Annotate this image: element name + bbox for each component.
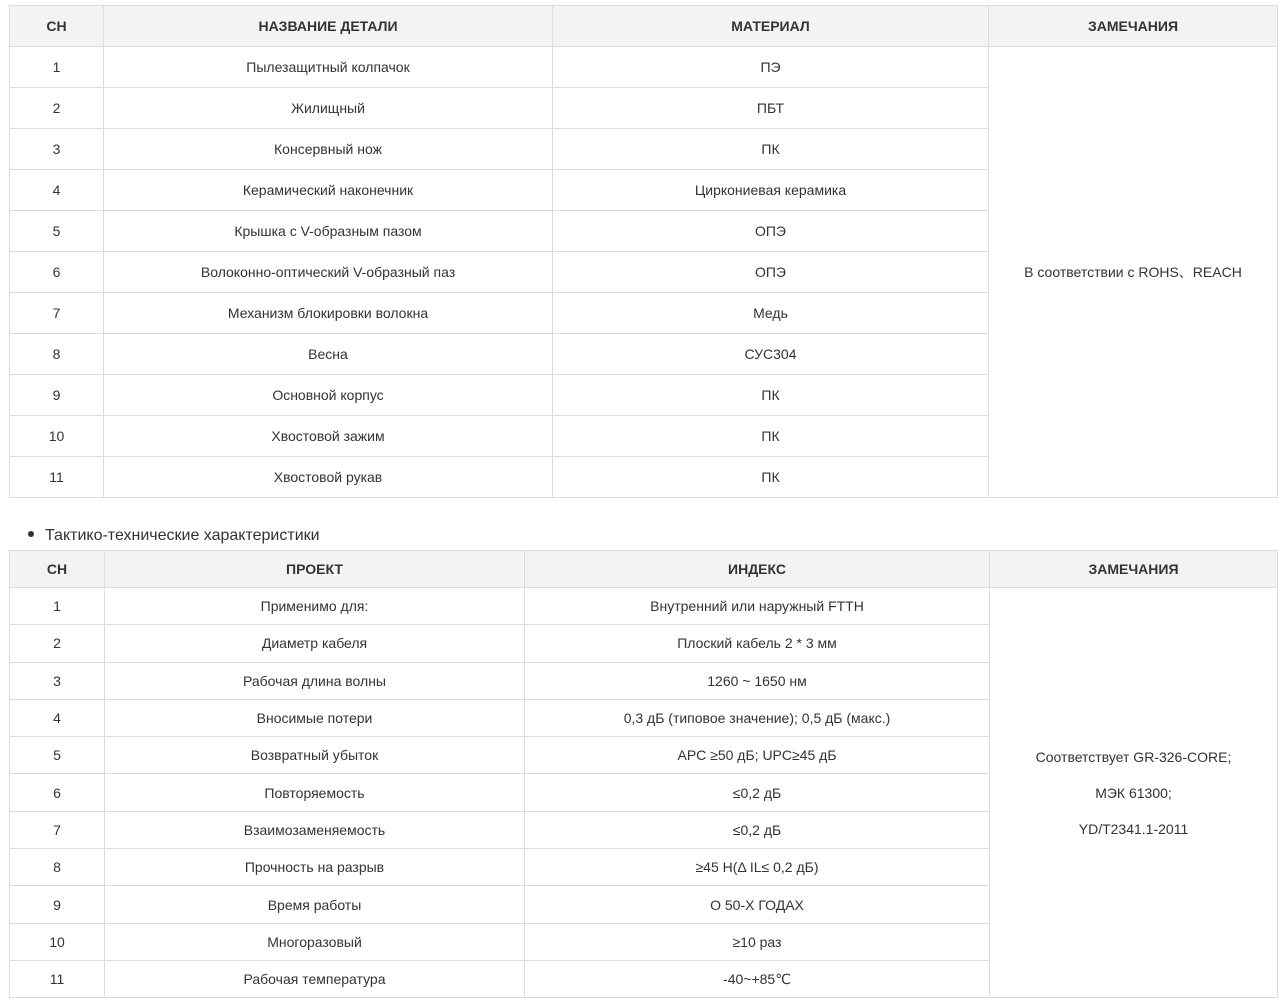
part-number: 2 xyxy=(10,88,104,129)
table-row xyxy=(10,47,1278,88)
spec-number: 2 xyxy=(10,625,105,662)
spec-number: 4 xyxy=(10,699,105,736)
part-number: 1 xyxy=(10,47,104,88)
spec-number: 8 xyxy=(10,849,105,886)
spec-project: Вносимые потери xyxy=(105,699,525,736)
part-material: ОПЭ xyxy=(553,252,989,293)
specs-remark-line: YD/T2341.1-2011 xyxy=(1078,820,1189,837)
part-name: Жилищный xyxy=(104,88,553,129)
part-number: 6 xyxy=(10,252,104,293)
part-material: ПК xyxy=(553,375,989,416)
spec-project: Многоразовый xyxy=(105,923,525,960)
parts-remarks: В соответствии с ROHS、REACH xyxy=(989,47,1278,498)
spec-project: Взаимозаменяемость xyxy=(105,811,525,848)
spec-index: 0,3 дБ (типовое значение); 0,5 дБ (макс.) xyxy=(525,699,990,736)
spec-number: 10 xyxy=(10,923,105,960)
spec-index: 1260 ~ 1650 нм xyxy=(525,662,990,699)
specs-table-header-row xyxy=(10,551,1278,588)
part-name: Крышка с V-образным пазом xyxy=(104,211,553,252)
spec-number: 5 xyxy=(10,737,105,774)
spec-number: 1 xyxy=(10,588,105,625)
part-number: 7 xyxy=(10,293,104,334)
part-name: Основной корпус xyxy=(104,375,553,416)
section-heading xyxy=(28,524,320,548)
part-name: Керамический наконечник xyxy=(104,170,553,211)
spec-project: Прочность на разрыв xyxy=(105,849,525,886)
part-number: 8 xyxy=(10,334,104,375)
spec-project: Применимо для: xyxy=(105,588,525,625)
specs-remarks xyxy=(990,588,1278,998)
part-name: Хвостовой зажим xyxy=(104,416,553,457)
spec-number: 11 xyxy=(10,960,105,997)
specs-remark-line: Соответствует GR-326-CORE; xyxy=(1035,748,1232,765)
part-name: Волоконно-оптический V-образный паз xyxy=(104,252,553,293)
spec-index: ≥45 Н(Δ IL≤ 0,2 дБ) xyxy=(525,849,990,886)
spec-project: Возвратный убыток xyxy=(105,737,525,774)
part-material: СУС304 xyxy=(553,334,989,375)
spec-index: Плоский кабель 2 * 3 мм xyxy=(525,625,990,662)
part-material: ПК xyxy=(553,457,989,498)
part-number: 11 xyxy=(10,457,104,498)
parts-table xyxy=(9,5,1278,498)
part-material: ПК xyxy=(553,416,989,457)
table-row xyxy=(10,588,1278,625)
specs-header-num: СН xyxy=(10,551,105,588)
specs-header-project: ПРОЕКТ xyxy=(105,551,525,588)
specs-table xyxy=(9,550,1278,998)
part-name: Пылезащитный колпачок xyxy=(104,47,553,88)
part-name: Хвостовой рукав xyxy=(104,457,553,498)
specs-header-index: ИНДЕКС xyxy=(525,551,990,588)
part-name: Консервный нож xyxy=(104,129,553,170)
spec-project: Диаметр кабеля xyxy=(105,625,525,662)
part-number: 10 xyxy=(10,416,104,457)
spec-index: ≥10 раз xyxy=(525,923,990,960)
specs-remark-line: МЭК 61300; xyxy=(1095,784,1172,801)
part-number: 9 xyxy=(10,375,104,416)
parts-table-header-row xyxy=(10,6,1278,47)
parts-header-material: МАТЕРИАЛ xyxy=(553,6,989,47)
spec-project: Повторяемость xyxy=(105,774,525,811)
part-material: ПБТ xyxy=(553,88,989,129)
spec-number: 7 xyxy=(10,811,105,848)
part-material: ПК xyxy=(553,129,989,170)
part-name: Весна xyxy=(104,334,553,375)
part-number: 5 xyxy=(10,211,104,252)
parts-header-remarks: ЗАМЕЧАНИЯ xyxy=(989,6,1278,47)
spec-project: Время работы xyxy=(105,886,525,923)
part-number: 4 xyxy=(10,170,104,211)
spec-index: ≤0,2 дБ xyxy=(525,811,990,848)
part-name: Механизм блокировки волокна xyxy=(104,293,553,334)
spec-number: 9 xyxy=(10,886,105,923)
spec-project: Рабочая температура xyxy=(105,960,525,997)
spec-project: Рабочая длина волны xyxy=(105,662,525,699)
spec-number: 6 xyxy=(10,774,105,811)
spec-index: О 50-Х ГОДАХ xyxy=(525,886,990,923)
part-material: ПЭ xyxy=(553,47,989,88)
spec-index: -40~+85℃ xyxy=(525,960,990,997)
spec-index: Внутренний или наружный FTTH xyxy=(525,588,990,625)
part-material: ОПЭ xyxy=(553,211,989,252)
spec-number: 3 xyxy=(10,662,105,699)
section-heading-text: Тактико-технические характеристики xyxy=(45,527,320,544)
parts-header-num: СН xyxy=(10,6,104,47)
part-material: Медь xyxy=(553,293,989,334)
bullet-icon xyxy=(28,531,34,537)
spec-index: ≤0,2 дБ xyxy=(525,774,990,811)
part-number: 3 xyxy=(10,129,104,170)
parts-header-name: НАЗВАНИЕ ДЕТАЛИ xyxy=(104,6,553,47)
part-material: Циркониевая керамика xyxy=(553,170,989,211)
spec-index: APC ≥50 дБ; UPC≥45 дБ xyxy=(525,737,990,774)
specs-header-remarks: ЗАМЕЧАНИЯ xyxy=(990,551,1278,588)
